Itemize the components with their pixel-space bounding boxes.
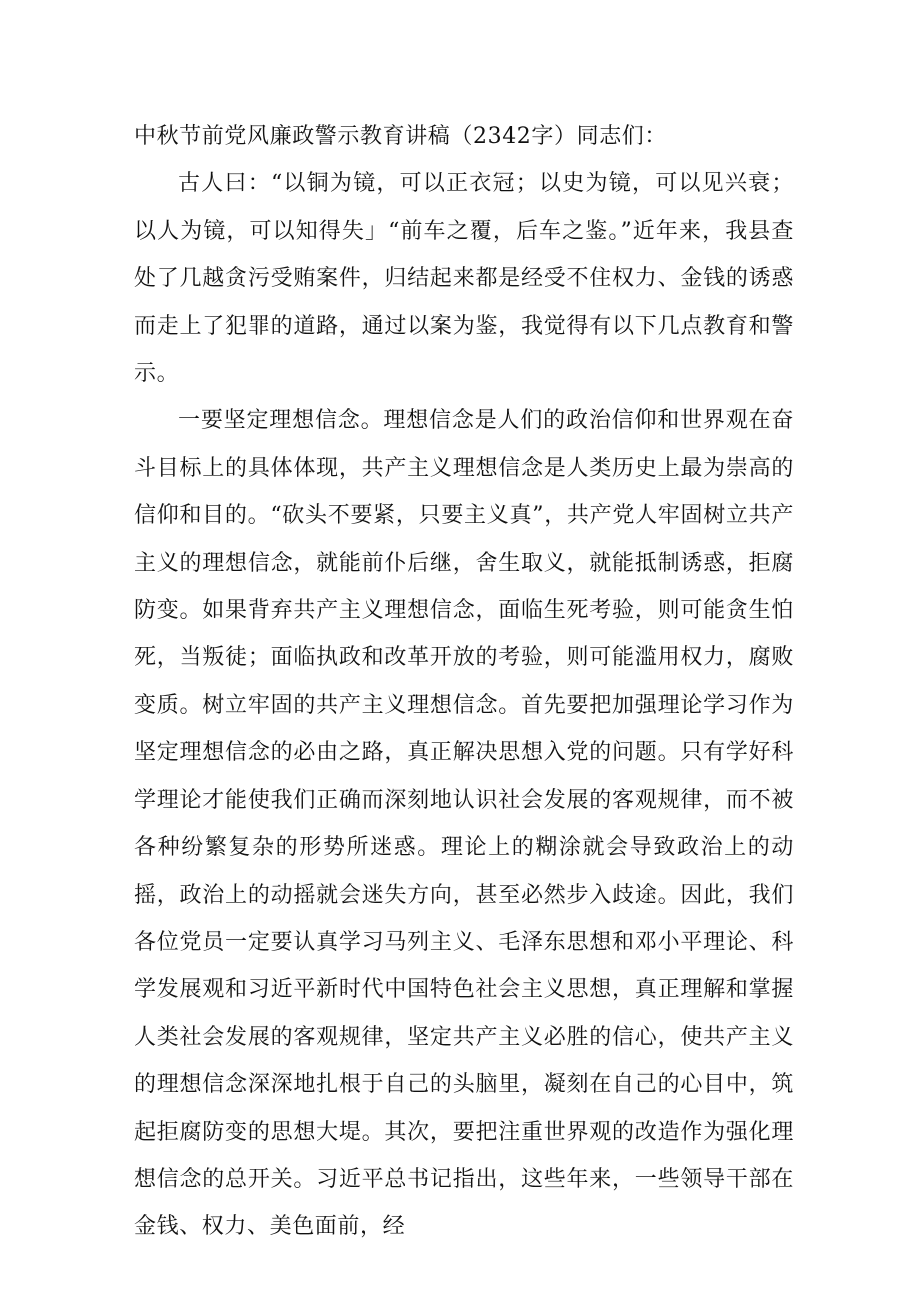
paragraph-intro: 古人曰：“以铜为镜，可以正衣冠；以史为镜，可以见兴衰；以人为镜，可以知得失」“前车之覆，后车之鉴。”近年来，我县查处了几越贪污受贿案件，归结起来都是经受不住权力、金钱的诱惑而走上了犯罪的道路，通过以案为鉴，我觉得有以下几点教育和警示。 <box>134 171 794 387</box>
document-title-line: 中秋节前党风廉政警示教育讲稿（2342字）同志们： <box>134 124 667 149</box>
document-body <box>134 113 794 1251</box>
paragraph-ideals: 一要坚定理想信念。理想信念是人们的政治信仰和世界观在奋斗目标上的具体体现，共产主义理想信念是人类历史上最为崇高的信仰和目的。“砍头不要紧，只要主义真”，共产党人牢固树立共产主义的理想信念，就能前仆后继，舍生取义，就能抵制诱惑，拒腐防变。如果背弃共产主义理想信念，面临生死考验，则可能贪生怕死，当叛徒；面临执政和改革开放的考验，则可能滥用权力，腐败变质。树立牢固的共产主义理想信念。首先要把加强理论学习作为坚定理想信念的必由之路，真正解决思想入党的问题。只有学好科学理论才能使我们正确而深刻地认识社会发展的客观规律，而不被各种纷繁复杂的形势所迷惑。理论上的糊涂就会导致政治上的动摇，政治上的动摇就会迷失方向，甚至必然步入歧途。因此，我们各位党员一定要认真学习马列主义、毛泽东思想和邓小平理论、科学发展观和习近平新时代中国特色社会主义思想，真正理解和掌握人类社会发展的客观规律，坚定共产主义必胜的信心，使共产主义的理想信念深深地扎根于自己的头脑里，凝刻在自己的心目中，筑起拒腐防变的思想大堤。其次，要把注重世界观的改造作为强化理想信念的总开关。习近平总书记指出，这些年来，一些领导干部在金钱、权力、美色面前，经 <box>134 408 794 1240</box>
